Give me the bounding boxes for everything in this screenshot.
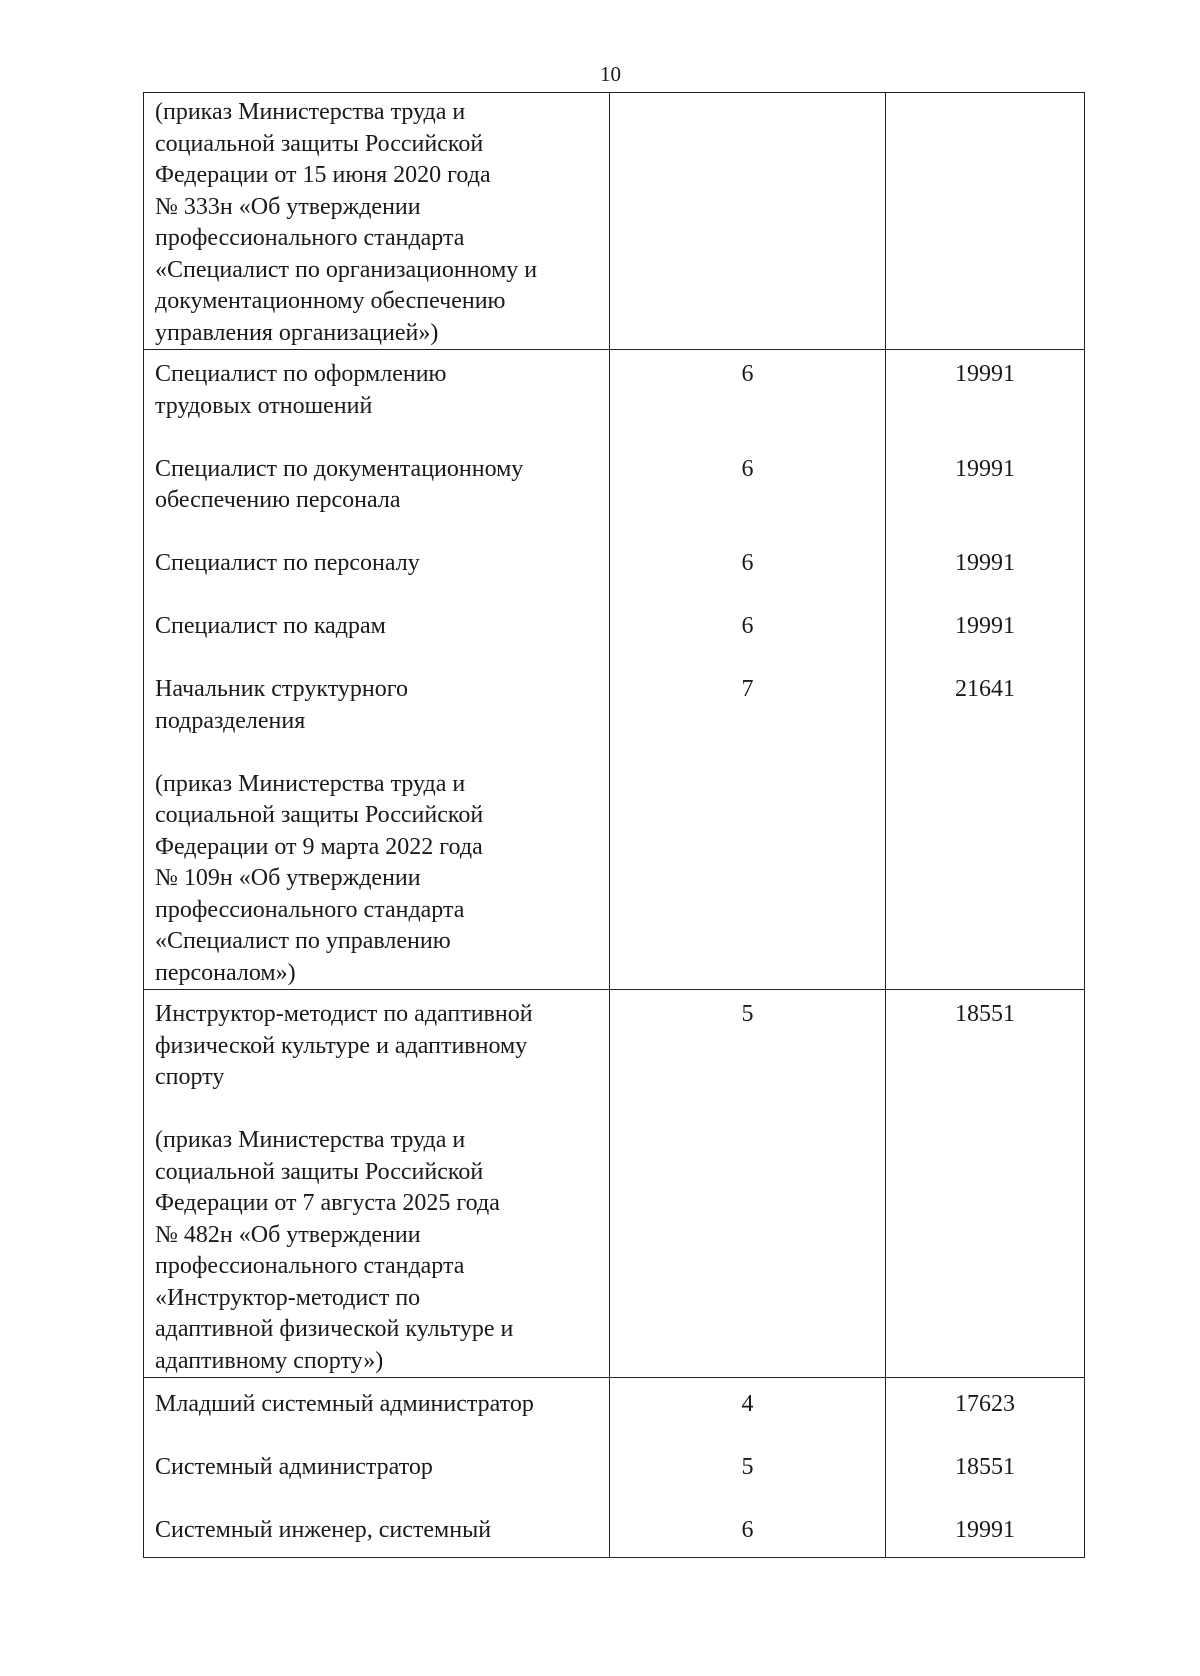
table-row	[144, 93, 1085, 350]
qualification-level: 6	[741, 550, 754, 576]
order-reference-text: (приказ Министерства труда и социальной защиты Российской Федерации от 9 марта 2022 года № 109н «Об утверждении профессионального стандарта «Специалист по управлению персоналом»)	[155, 770, 484, 986]
salary-cell	[886, 990, 1085, 1378]
salary-cell	[886, 1378, 1085, 1558]
qualification-level: 6	[741, 455, 754, 482]
level-cell	[610, 350, 886, 990]
position-name: Специалист по кадрам	[155, 613, 386, 639]
position-name: Инструктор-методист по адаптивной физической культуре и адаптивному спорту	[155, 1001, 533, 1090]
salary-value: 19991	[955, 361, 1015, 387]
position-name: Специалист по персоналу	[155, 550, 420, 576]
qualification-level: 7	[741, 676, 754, 702]
qualification-level: 5	[741, 1454, 754, 1480]
salary-value: 18551	[955, 1454, 1015, 1480]
name-cell	[144, 1378, 610, 1558]
qualification-level: 4	[741, 1391, 754, 1417]
position-name: Специалист по оформлению трудовых отношений	[155, 361, 447, 419]
table-row	[144, 350, 1085, 990]
order-reference-text: (приказ Министерства труда и социальной защиты Российской Федерации от 7 августа 2025 года № 482н «Об утверждении профессионального стандарта «Инструктор-методист по адаптивной физической культуре и адаптивному спорту»)	[155, 1127, 514, 1374]
salary-value: 21641	[955, 676, 1015, 702]
position-name: Специалист по документационному обеспечению персонала	[155, 455, 524, 513]
salary-value: 19991	[955, 455, 1015, 482]
salary-cell	[886, 350, 1085, 990]
salary-value: 18551	[955, 1001, 1015, 1027]
order-reference-text: (приказ Министерства труда и социальной защиты Российской Федерации от 15 июня 2020 года № 333н «Об утверждении профессионального стандарта «Специалист по организационному и документационному обеспечению управления организацией»)	[155, 99, 538, 346]
professions-table	[143, 92, 1085, 1558]
position-name: Системный инженер, системный	[155, 1517, 492, 1543]
salary-value: 17623	[955, 1391, 1015, 1417]
qualification-level: 6	[741, 613, 754, 639]
position-name: Младший системный администратор	[155, 1391, 534, 1417]
qualification-level: 6	[741, 361, 754, 387]
qualification-level: 6	[741, 1517, 754, 1543]
position-name: Начальник структурного подразделения	[155, 676, 408, 734]
table-row	[144, 990, 1085, 1378]
page-number: 10	[600, 62, 621, 86]
name-cell	[144, 990, 610, 1378]
level-cell	[610, 990, 886, 1378]
position-name: Системный администратор	[155, 1454, 433, 1480]
name-cell	[144, 93, 610, 350]
level-cell	[610, 93, 886, 350]
salary-value: 19991	[955, 613, 1015, 639]
table-row	[144, 1378, 1085, 1558]
salary-cell	[886, 93, 1085, 350]
qualification-level: 5	[741, 1001, 754, 1027]
name-cell	[144, 350, 610, 990]
salary-value: 19991	[955, 550, 1015, 576]
level-cell	[610, 1378, 886, 1558]
salary-value: 19991	[955, 1517, 1015, 1543]
